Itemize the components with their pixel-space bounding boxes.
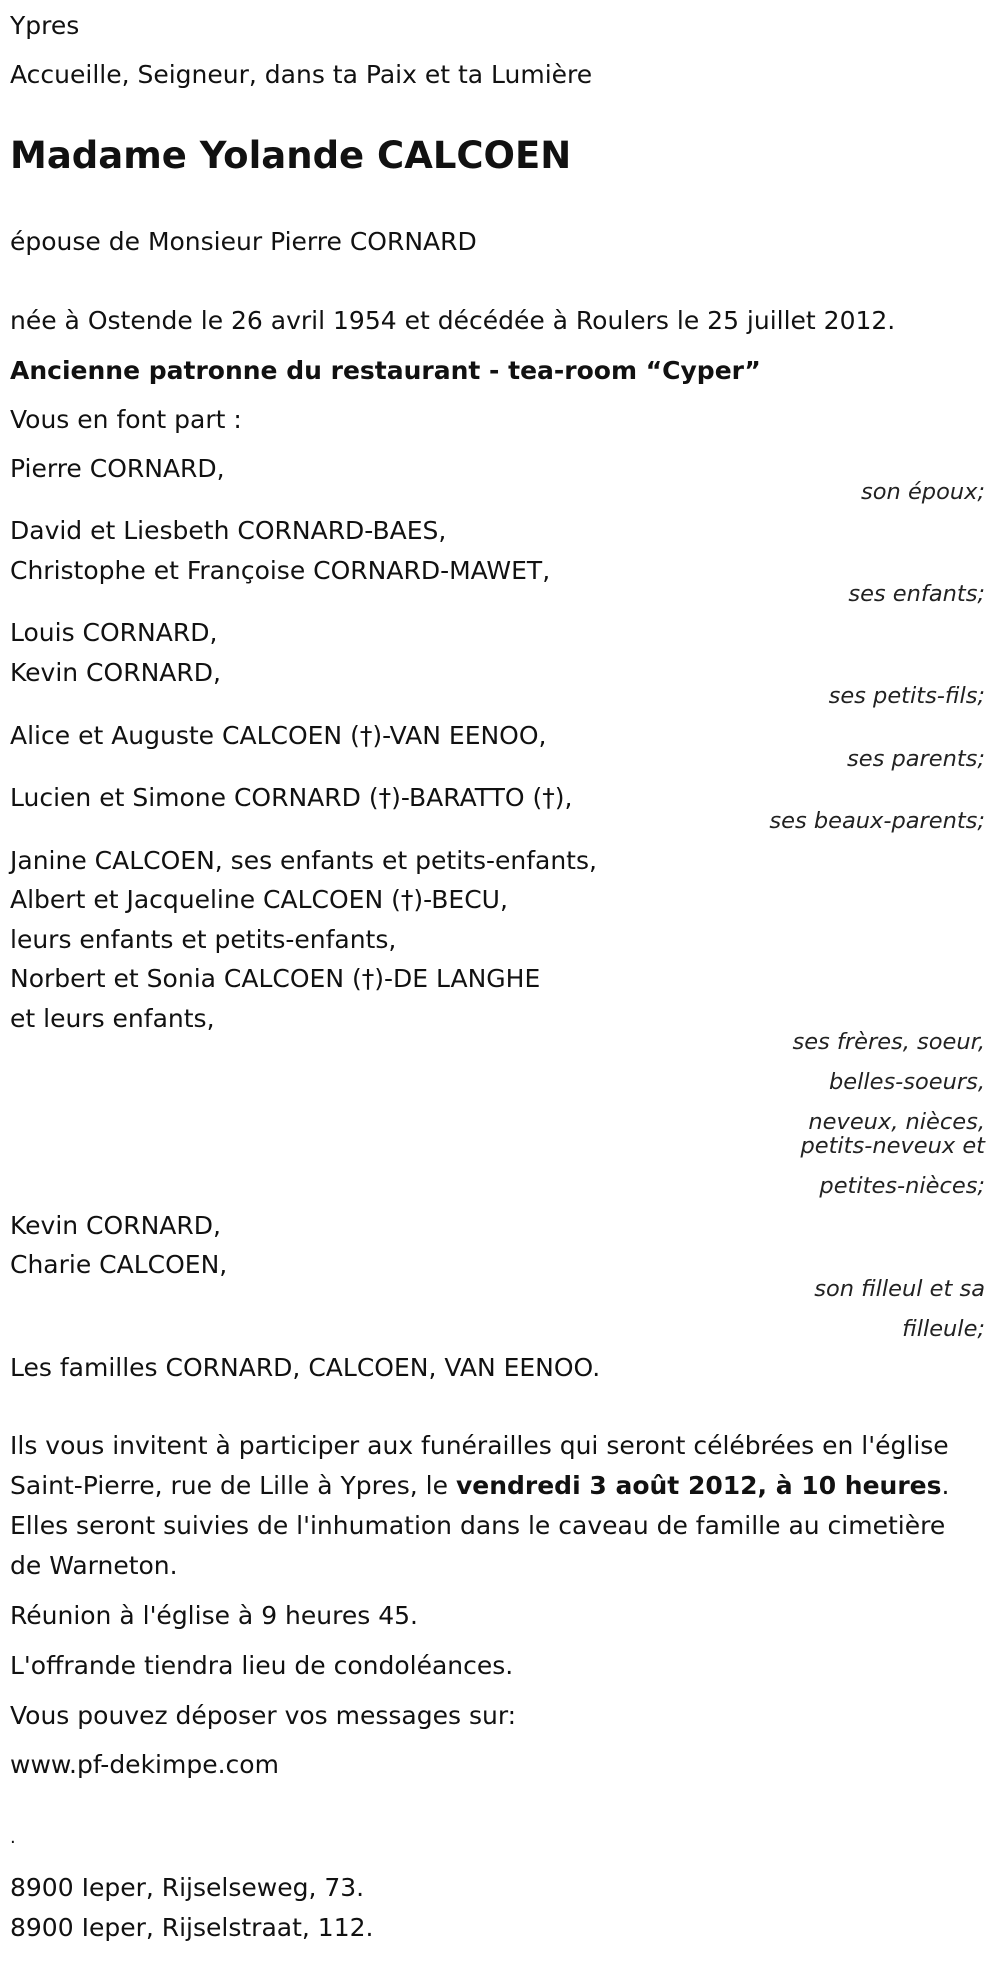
family-name-line: Albert et Jacqueline CALCOEN (†)-BECU,	[10, 885, 508, 914]
messages-info: Vous pouvez déposer vos messages sur:	[10, 1701, 517, 1730]
funeral-date: vendredi 3 août 2012, à 10 heures	[455, 1471, 942, 1500]
family-role: ses petits-fils;	[828, 683, 985, 709]
families-line: Les familles CORNARD, CALCOEN, VAN EENOO.	[10, 1353, 601, 1382]
family-role: ses parents;	[847, 746, 985, 772]
family-role: filleule;	[902, 1316, 985, 1342]
prayer: Accueille, Seigneur, dans ta Paix et ta Lumière	[10, 60, 593, 89]
family-role: neveux, nièces,	[808, 1109, 985, 1135]
family-name-line: Louis CORNARD,	[10, 618, 218, 647]
family-name-line: Pierre CORNARD,	[10, 454, 225, 483]
intro: Vous en font part :	[10, 405, 242, 434]
birth-death: née à Ostende le 26 avril 1954 et décédée à Roulers le 25 juillet 2012.	[10, 306, 896, 335]
funeral-text: Ils vous invitent à participer aux funérailles qui seront célébrées en l'église Saint-Pierre, rue de Lille à Ypres, le	[10, 1431, 949, 1500]
family-role: son époux;	[861, 479, 985, 505]
family-role: ses frères, soeur,	[792, 1029, 985, 1055]
family-name-line: Kevin CORNARD,	[10, 1211, 221, 1240]
address-line: 8900 Ieper, Rijselstraat, 112.	[10, 1913, 374, 1942]
offering-info: L'offrande tiendra lieu de condoléances.	[10, 1651, 514, 1680]
funeral-paragraph	[10, 1426, 950, 1586]
family-role: son filleul et sa	[814, 1276, 985, 1302]
family-name-line: et leurs enfants,	[10, 1004, 215, 1033]
family-role: petites-nièces;	[819, 1173, 985, 1199]
family-role: ses beaux-parents;	[769, 808, 985, 834]
family-role: petits-neveux et	[800, 1133, 985, 1159]
funeral-text: . Elles seront suivies de l'inhumation dans le caveau de famille au cimetière de Warneton.	[10, 1471, 950, 1580]
meeting-info: Réunion à l'église à 9 heures 45.	[10, 1601, 418, 1630]
family-name-line: Christophe et Françoise CORNARD-MAWET,	[10, 556, 551, 585]
family-name-line: Norbert et Sonia CALCOEN (†)-DE LANGHE	[10, 964, 541, 993]
family-name-line: Janine CALCOEN, ses enfants et petits-enfants,	[10, 846, 597, 875]
spouse-line: épouse de Monsieur Pierre CORNARD	[10, 227, 477, 256]
address-line: 8900 Ieper, Rijselseweg, 73.	[10, 1873, 365, 1902]
deceased-name: Madame Yolande CALCOEN	[10, 134, 572, 177]
family-role: belles-soeurs,	[828, 1069, 985, 1095]
city: Ypres	[10, 11, 80, 40]
family-name-line: Kevin CORNARD,	[10, 658, 221, 687]
family-name-line: David et Liesbeth CORNARD-BAES,	[10, 516, 447, 545]
family-role: ses enfants;	[848, 581, 985, 607]
family-name-line: Alice et Auguste CALCOEN (†)-VAN EENOO,	[10, 721, 547, 750]
website-link[interactable]: www.pf-dekimpe.com	[10, 1750, 279, 1779]
family-name-line: leurs enfants et petits-enfants,	[10, 925, 397, 954]
dot-separator: .	[10, 1827, 16, 1848]
family-name-line: Charie CALCOEN,	[10, 1250, 228, 1279]
family-name-line: Lucien et Simone CORNARD (†)-BARATTO (†),	[10, 783, 573, 812]
occupation: Ancienne patronne du restaurant - tea-room “Cyper”	[10, 356, 761, 385]
